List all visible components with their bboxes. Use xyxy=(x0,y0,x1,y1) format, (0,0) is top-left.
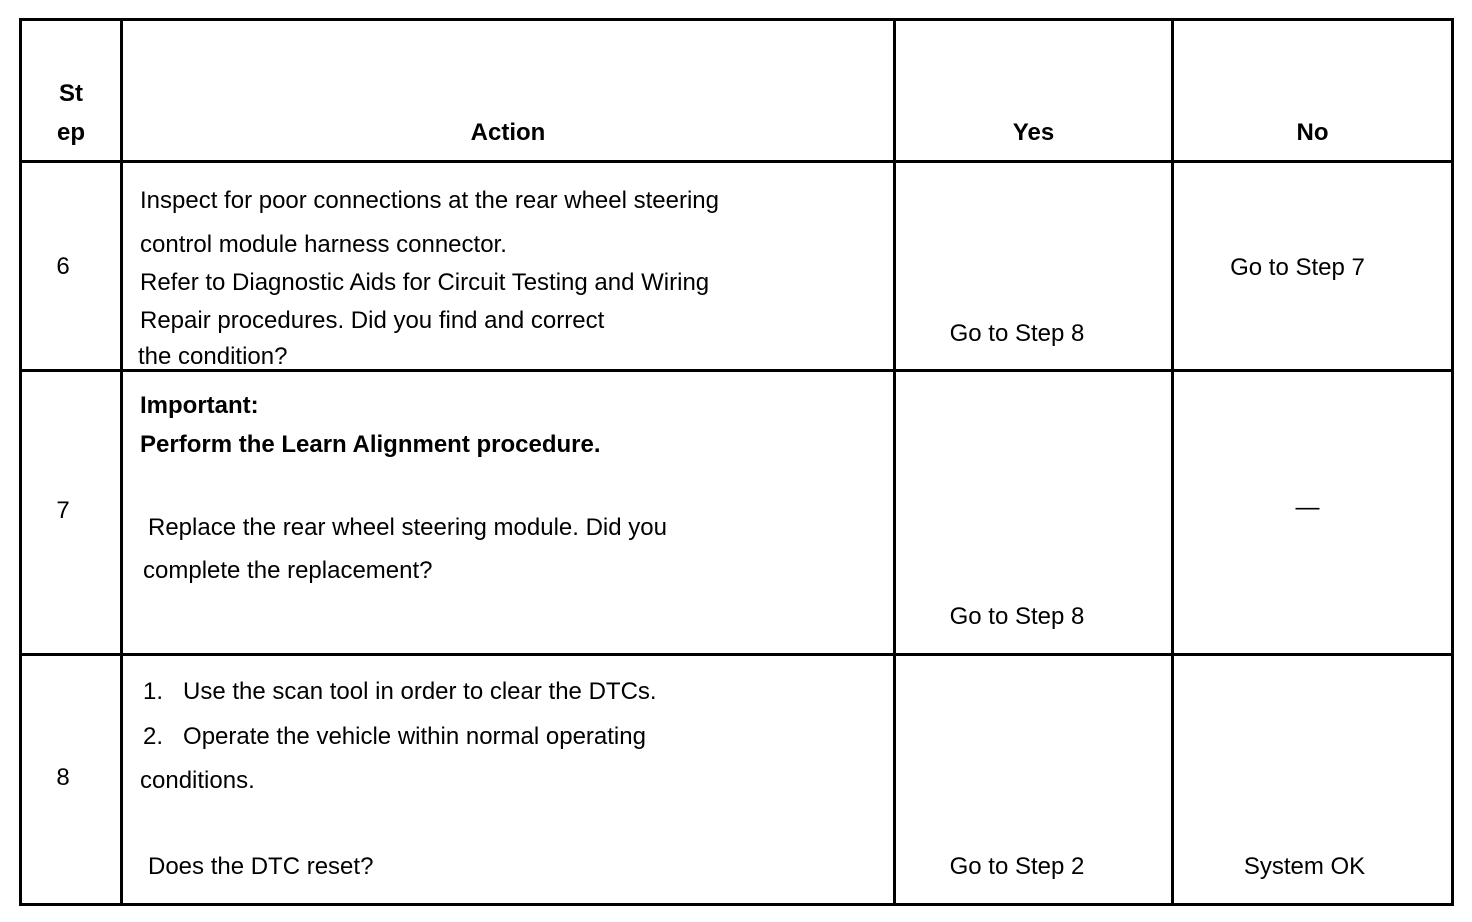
step-6-action-line-1: Inspect for poor connections at the rear wheel steering xyxy=(140,187,719,214)
header-action: Action xyxy=(470,119,546,146)
row-divider-7-8 xyxy=(19,653,1454,656)
header-yes: Yes xyxy=(1012,119,1055,146)
step-8-action-line-3: conditions. xyxy=(140,767,255,794)
step-number-6: 6 xyxy=(56,253,70,280)
step-7-action-line-2: complete the replacement? xyxy=(143,557,433,584)
table-border-right xyxy=(1451,18,1454,906)
step-7-action-line-1: Replace the rear wheel steering module. Did you xyxy=(148,514,667,541)
diagnostic-table xyxy=(19,18,1454,906)
step-6-action-line-2: control module harness connector. xyxy=(140,231,507,258)
step-7-no: — xyxy=(1295,494,1320,521)
step-6-action-line-3: Refer to Diagnostic Aids for Circuit Testing and Wiring xyxy=(140,269,710,296)
step-8-action-line-4: Does the DTC reset? xyxy=(148,853,374,880)
step-6-no: Go to Step 7 xyxy=(1230,254,1365,281)
header-step-line2: ep xyxy=(56,119,85,146)
step-6-action-line-4: Repair procedures. Did you find and correct xyxy=(140,307,605,334)
step-7-yes: Go to Step 8 xyxy=(949,603,1085,630)
step-8-yes: Go to Step 2 xyxy=(949,853,1085,880)
header-divider xyxy=(19,160,1454,163)
header-step-line1: St xyxy=(59,80,83,107)
step-8-action-line-1: 1. Use the scan tool in order to clear the DTCs. xyxy=(143,678,657,705)
table-border-top xyxy=(19,18,1454,21)
table-border-bottom xyxy=(19,903,1454,906)
header-no: No xyxy=(1296,119,1329,146)
step-number-7: 7 xyxy=(56,497,70,524)
step-8-action-line-2: 2. Operate the vehicle within normal operating xyxy=(143,723,646,750)
step-8-no: System OK xyxy=(1243,853,1366,880)
step-7-important-text: Perform the Learn Alignment procedure. xyxy=(140,431,601,458)
step-6-action-line-5: the condition? xyxy=(138,343,288,370)
step-7-important-label: Important: xyxy=(140,392,259,419)
step-6-yes: Go to Step 8 xyxy=(949,320,1085,347)
step-number-8: 8 xyxy=(56,764,70,791)
col-divider-action-yes xyxy=(893,18,896,906)
col-divider-step-action xyxy=(120,18,123,906)
col-divider-yes-no xyxy=(1171,18,1174,906)
